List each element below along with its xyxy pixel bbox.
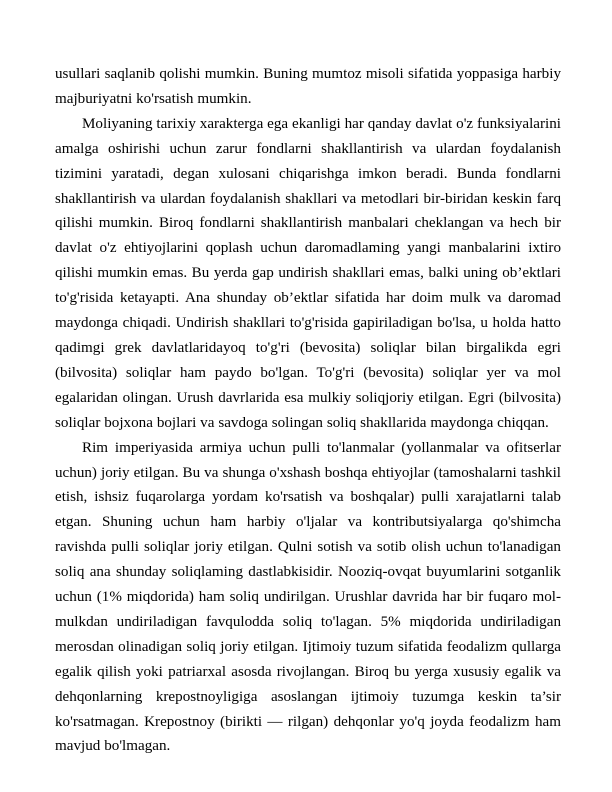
body-text-column <box>55 62 561 759</box>
paragraph-1: usullari saqlanib qolishi mumkin. Buning mumtoz misoli sifatida yoppasiga harbiy majburiyatni ko'rsatish mumkin. <box>55 66 561 107</box>
paragraph-3: Rim imperiyasida armiya uchun pulli to'lanmalar (yollanmalar va ofitserlar uchun) joriy etilgan. Bu va shunga o'xshash boshqa ehtiyojlar (tamoshalarni tashkil etish, ishsiz fuqarolarga yordam ko'rsatish va boshqalar) pulli xarajatlarni talab etgan. Shuning uchun ham harbiy o'ljalar va kontributsiyalarga qo'shimcha ravishda pulli soliqlar joriy etilgan. Qulni sotish va sotib olish uchun to'lanadigan soliq ana shunday soliqlaming dastlabkisidir. Nooziq-ovqat buyumlarini sotganlik uchun (1% miqdorida) ham soliq undirilgan. Urushlar davrida har bir fuqaro mol-mulkdan undiriladigan favqulodda soliq to'lagan. 5% miqdorida undiriladigan merosdan olinadigan soliq joriy etilgan. Ijtimoiy tuzum sifatida feodalizm qullarga egalik qilish yoki patriarxal asosda rivojlangan. Biroq bu yerga xususiy egalik va dehqonlarning krepostnoyligiga asoslangan ijtimoiy tuzumga keskin ta’sir ko'rsatmagan. Krepostnoy (birikti — rilgan) dehqonlar yo'q joyda feodalizm ham mavjud bo'lmagan. <box>55 439 561 755</box>
paragraph-2: Moliyaning tarixiy xarakterga ega ekanligi har qanday davlat o'z funksiyalarini amalga oshirishi uchun zarur fondlarni shakllantirish va ulardan foydalanish tizimini yaratadi, degan xulosani chiqarishga imkon beradi. Bunda fondlarni shakllantirish va ulardan foydalanish shakllari va metodlari bir-biridan keskin farq qilishi mumkin. Biroq fondlarni shakllantirish manbalari cheklangan va hech bir davlat o'z ehtiyojlarini qoplash uchun daromadlaming yangi manbalarini ixtiro qilishi mumkin emas. Bu yerda gap undirish shakllari emas, balki uning ob’ektlari to'g'risida ketayapti. Ana shunday ob’ektlar sifatida har doim mulk va daromad maydonga chiqadi. Undirish shakllari to'g'risida gapiriladigan bo'lsa, u holda hatto qadimgi grek davlatlaridayoq to'g'ri (bevosita) soliqlar bilan birgalikda egri (bilvosita) soliqlar ham paydo bo'lgan. To'g'ri (bevosita) soliqlar yer va mol egalaridan olingan. Urush davrlarida esa mulkiy soliqjoriy etilgan. Egri (bilvosita) soliqlar bojxona bojlari va savdoga solingan soliq shakllarida maydonga chiqqan. <box>55 115 561 431</box>
